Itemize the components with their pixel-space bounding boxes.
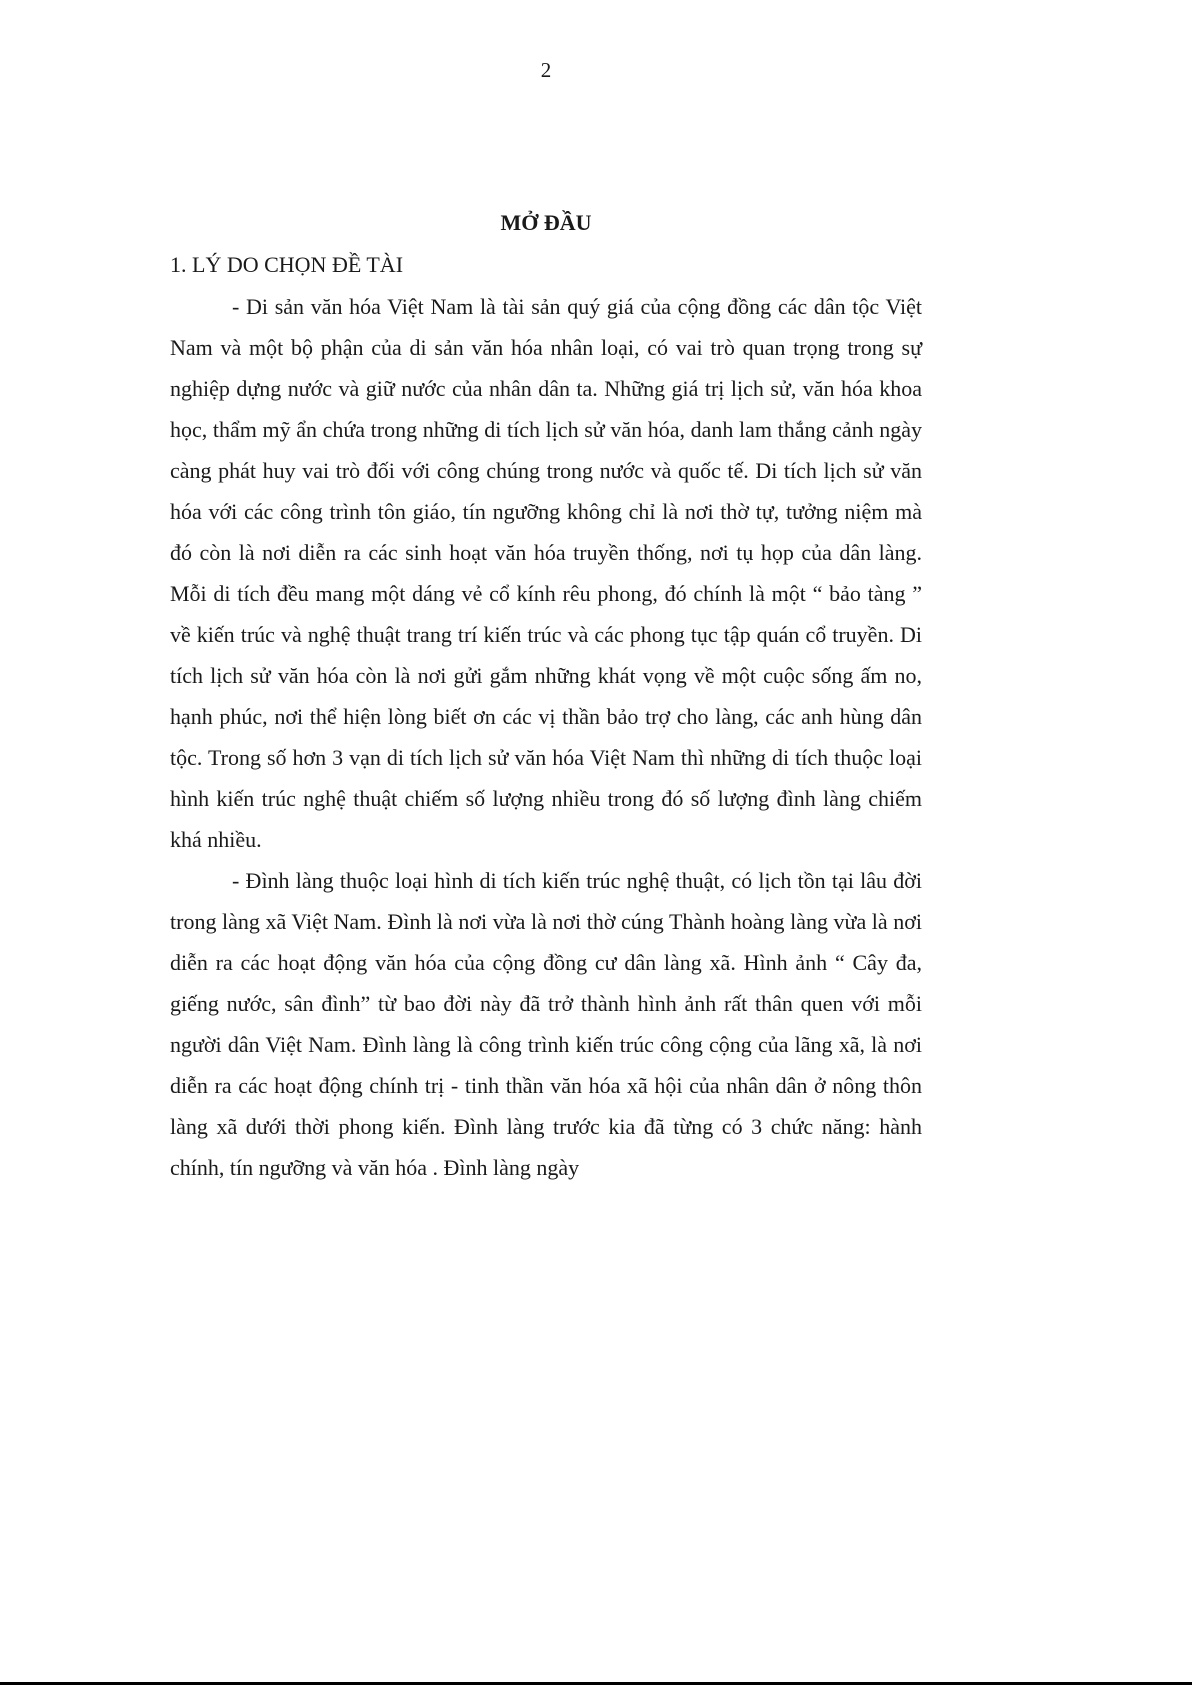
paragraph: - Di sản văn hóa Việt Nam là tài sản quý giá của cộng đồng các dân tộc Việt Nam và một bộ phận của di sản văn hóa nhân loại, có vai trò quan trọng trong sự nghiệp dựng nước và giữ nước của nhân dân ta. Những giá trị lịch sử, văn hóa khoa học, thẩm mỹ ẩn chứa trong những di tích lịch sử văn hóa, danh lam thắng cảnh ngày càng phát huy vai trò đối với công chúng trong nước và quốc tế. Di tích lịch sử văn hóa với các công trình tôn giáo, tín ngưỡng không chỉ là nơi thờ tự, tưởng niệm mà đó còn là nơi diễn ra các sinh hoạt văn hóa truyền thống, nơi tụ họp của dân làng. Mỗi di tích đều mang một dáng vẻ cổ kính rêu phong, đó chính là một “ bảo tàng ” về kiến trúc và nghệ thuật trang trí kiến trúc và các phong tục tập quán cổ truyền. Di tích lịch sử văn hóa còn là nơi gửi gắm những khát vọng về một cuộc sống ấm no, hạnh phúc, nơi thể hiện lòng biết ơn các vị thần bảo trợ cho làng, các anh hùng dân tộc. Trong số hơn 3 vạn di tích lịch sử văn hóa Việt Nam thì những di tích thuộc loại hình kiến trúc nghệ thuật chiếm số lượng nhiều trong đó số lượng đình làng chiếm khá nhiều. xyxy=(170,294,922,852)
body-text xyxy=(170,286,922,1188)
paragraph: - Đình làng thuộc loại hình di tích kiến trúc nghệ thuật, có lịch tồn tại lâu đời trong làng xã Việt Nam. Đình là nơi vừa là nơi thờ cúng Thành hoàng làng vừa là nơi diễn ra các hoạt động văn hóa của cộng đồng cư dân làng xã. Hình ảnh “ Cây đa, giếng nước, sân đình” từ bao đời này đã trở thành hình ảnh rất thân quen với mỗi người dân Việt Nam. Đình làng là công trình kiến trúc công cộng của lãng xã, là nơi diễn ra các hoạt động chính trị - tinh thần văn hóa xã hội của nhân dân ở nông thôn làng xã dưới thời phong kiến. Đình làng trước kia đã từng có 3 chức năng: hành chính, tín ngưỡng và văn hóa . Đình làng ngày xyxy=(170,868,922,1180)
chapter-title: MỞ ĐẦU xyxy=(500,210,592,235)
section-heading: 1. LÝ DO CHỌN ĐỀ TÀI xyxy=(170,252,404,277)
page-number: 2 xyxy=(540,58,552,82)
